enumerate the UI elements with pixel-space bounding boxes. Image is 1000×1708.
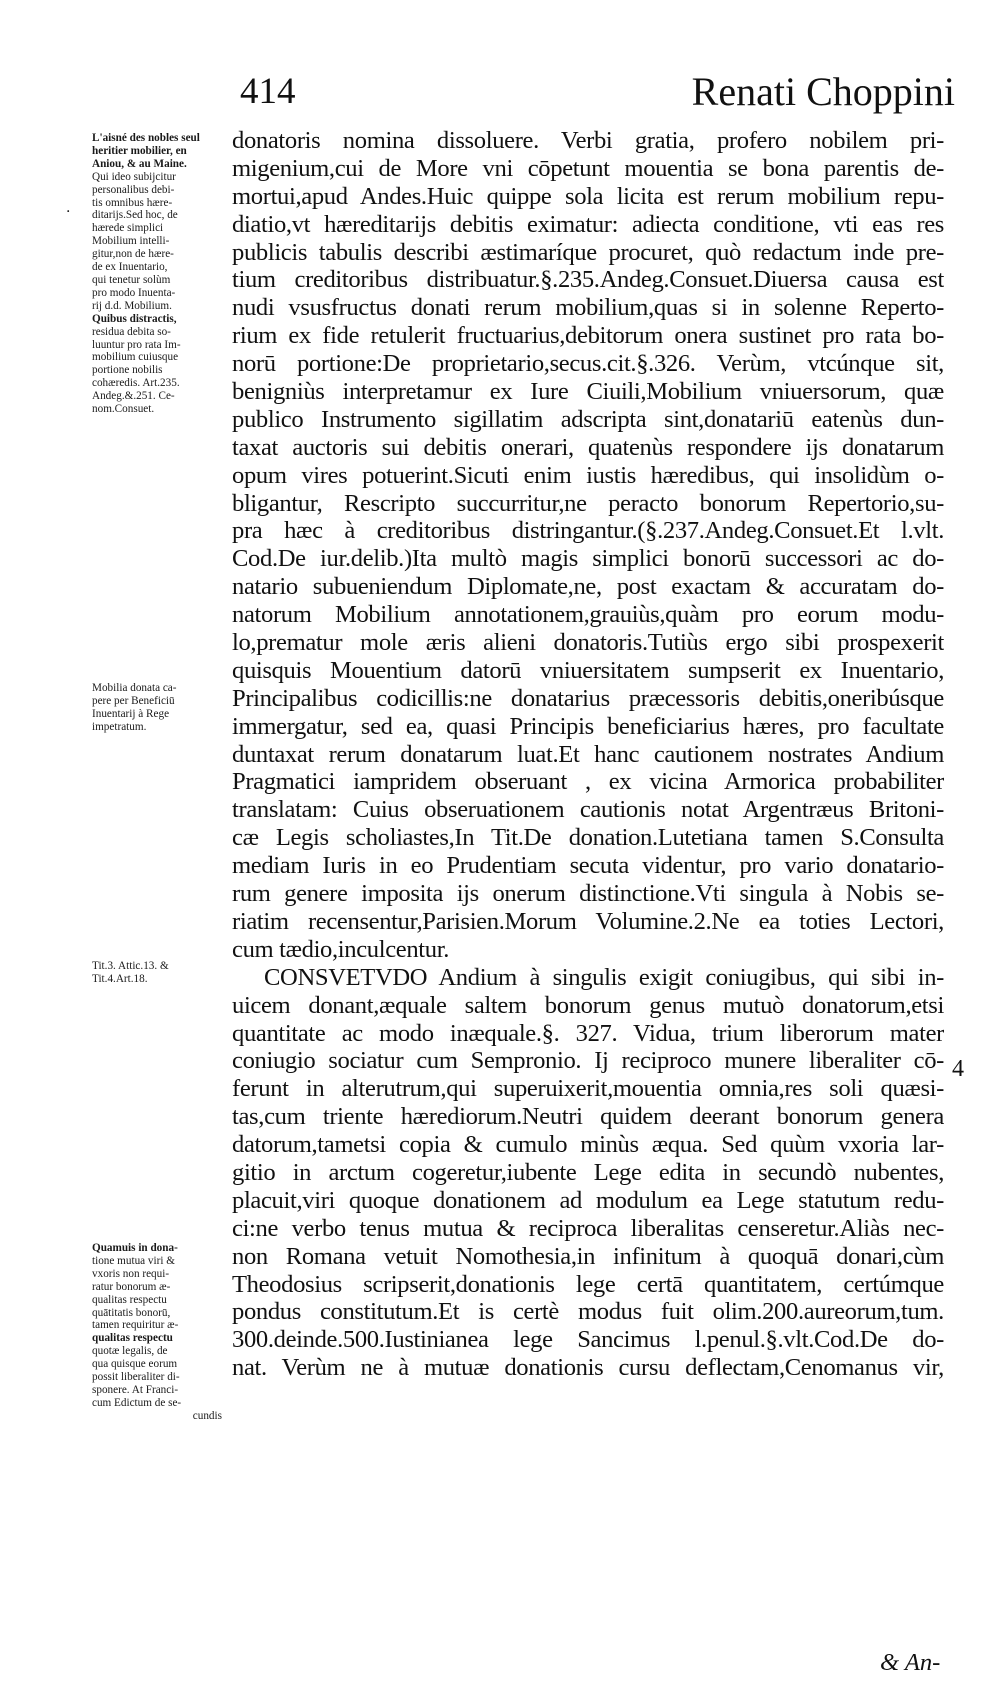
margin-note-line: tione mutua viri & (92, 1254, 175, 1267)
margin-note-line: ditarijs.Sed hoc, de (92, 209, 178, 222)
body-line: Theodosius scripserit,donationis lege certā quantitatem, certúmque (232, 1270, 944, 1298)
margin-bullet: · (66, 204, 71, 220)
body-line: riatim recensentur,Parisien.Morum Volumine.2.Ne ea toties Lectori, (232, 907, 944, 935)
margin-note-line: de ex Inuentario, (92, 261, 168, 274)
margin-note-3 (92, 960, 228, 986)
body-line: coniugio sociatur cum Sempronio. Ij reciproco munere liberaliter cō- (232, 1047, 944, 1075)
body-line: gitio in arctum cogeretur,iubente Lege edita in secundò nubentes, (232, 1158, 944, 1186)
margin-note-line: Quamuis in dona- (92, 1242, 178, 1254)
margin-note-line: luuntur pro rata Im- (92, 338, 181, 351)
margin-note-line: Inuentarij à Rege (92, 707, 170, 720)
body-line: donatoris nomina dissoluere. Verbi gratia, profero nobilem pri- (232, 127, 944, 154)
margin-note-1 (92, 132, 228, 416)
margin-note-line: Tit.4.Art.18. (92, 972, 148, 985)
body-line: quantitate ac modo inæquale.§. 327. Vidua, trium liberorum mater (232, 1019, 944, 1047)
body-line: uicem donant,æquale saltem bonorum genus mutuò donatorum,etsi (232, 991, 944, 1019)
body-line: cum tædio,inculcentur. (232, 935, 450, 963)
body-line: diatio,vt hæreditarijs debitis eximatur: adiecta conditione, vti eas res (232, 210, 944, 238)
body-line: quisquis Mouentium datorū vniuersitatem sumpserit ex Inuentario, (232, 656, 944, 684)
body-line: natorum Mobilium annotationem,grauiùs,quàm pro eorum modu- (232, 601, 944, 629)
body-line: mediam Iuris in eo Prudentiam secuta videntur, pro vario donatario- (232, 852, 944, 880)
margin-note-line: personalibus debi- (92, 183, 175, 196)
body-line: bligantur, Rescripto succurritur,ne peracto bonorum Repertorio,su- (232, 489, 944, 517)
body-line: ferunt in alterutrum,qui superuixerit,mouentia omnia,res soli quæsi- (232, 1075, 944, 1103)
margin-note-line: vxoris non requi- (92, 1267, 170, 1280)
margin-note-line: tamen requiritur æ- (92, 1319, 179, 1332)
margin-note-line: Mobilium intelli- (92, 235, 170, 248)
body-line: nudi vsusfructus donati rerum mobilium,quas si in solenne Reperto- (232, 294, 944, 322)
margin-note-line: Aniou, & au Maine. (92, 157, 187, 170)
margin-note-line: pro modo Inuenta- (92, 286, 176, 299)
margin-note-line: qua quisque eorum (92, 1358, 178, 1371)
margin-note-line: Andeg.&.251. Ce- (92, 390, 175, 403)
margin-note-line: rij d.d. Mobilium. (92, 299, 172, 312)
body-line: non Romana vetuit Nomothesia,in infinitum à quoquā donari,cùm (232, 1242, 944, 1270)
body-line: rium ex fide retulerit fructuarius,debitorum onera sustinet pro rata bo- (232, 322, 944, 350)
body-line: cæ Legis scholiastes,In Tit.De donation.Lutetiana tamen S.Consulta (232, 824, 944, 852)
margin-note-line: cundis (192, 1409, 222, 1422)
body-line: placuit,viri quoque donationem ad modulum ea Lege statutum redu- (232, 1186, 944, 1214)
body-line: mortui,apud Andes.Huic quippe sola licita est rerum mobilium repu- (232, 182, 944, 210)
body-line: datorum,tametsi copia & cumulo minùs æqua. Sed quùm vxoria lar- (232, 1131, 944, 1159)
body-line: 300.deinde.500.Iustinianea lege Sancimus l.penul.§.vlt.Cod.De do- (232, 1326, 944, 1354)
body-line: publico Instrumento sigillatim adscripta sint,donatariū eatenùs dun- (232, 405, 944, 433)
margin-note-line: residua debita so- (92, 325, 171, 338)
margin-note-line: cum Edictum de se- (92, 1396, 182, 1409)
body-line: translatam: Cuius obseruationem cautionis notat Argentræus Britoni- (232, 796, 944, 824)
margin-note-line: qualitas respectu (92, 1332, 173, 1345)
margin-note-line: Quibus distractis, (92, 312, 177, 325)
margin-note-line: nom.Consuet. (92, 403, 155, 416)
body-line: publicis tabulis describi æstimaríque procuret, quò redactum inde pre- (232, 238, 944, 266)
body-line: tas,cum triente hærediorum.Neutri quidem deerant bonorum genera (232, 1103, 944, 1131)
body-line: duntaxat rerum donatarum luat.Et hanc cautionem nostrates Andium (232, 740, 944, 768)
body-text (232, 127, 944, 1382)
margin-note-line: tis omnibus hære- (92, 196, 173, 209)
margin-note-line: portione nobilis (92, 364, 163, 377)
margin-note-4 (92, 1242, 228, 1423)
body-line: taxat auctoris sui debitis onerari, quatenùs respondere ijs donatarum (232, 433, 944, 461)
page-number: 414 (240, 71, 296, 112)
margin-note-line: Tit.3. Attic.13. & (92, 960, 169, 972)
body-line: nat. Verùm ne à mutuæ donationis cursu deflectam,Cenomanus vir, (232, 1354, 944, 1382)
margin-note-line: quotæ legalis, de (92, 1345, 168, 1358)
body-line: immergatur, sed ea, quasi Principis beneficiarius hæres, pro facultate (232, 712, 944, 740)
margin-note-line: Qui ideo subijcitur (92, 170, 176, 183)
body-line: benigniùs interpretamur ex Iure Ciuili,Mobilium vniuersorum, quæ (232, 378, 944, 406)
body-line: Principalibus codicillis:ne donatarius præcessoris debitis,oneribúsque (232, 684, 944, 712)
margin-note-2 (92, 682, 228, 734)
margin-note-line: quātitatis bonorū, (92, 1306, 171, 1319)
margin-note-line: hærede simplici (92, 222, 164, 235)
body-line: opum vires potuerint.Sicuti enim iustis hæredibus, qui insolidùm o- (232, 461, 944, 489)
margin-note-line: Mobilia donata ca- (92, 682, 177, 694)
margin-note-line: qualitas respectu (92, 1293, 167, 1306)
margin-note-line: sponere. At Franci- (92, 1383, 179, 1396)
body-line: norū portione:De proprietario,secus.cit.§.326. Verùm, vtcúnque sit, (232, 350, 944, 378)
margin-note-line: ratur bonorum æ- (92, 1280, 171, 1293)
margin-note-line: impetratum. (92, 720, 147, 733)
body-line: CONSVETVDO Andium à singulis exigit coniugibus, qui sibi in- (264, 963, 944, 991)
page-header (220, 70, 955, 120)
body-line: Cod.De iur.delib.)Ita multò magis simplici bonorū successori ac do- (232, 545, 944, 573)
body-line: pra hæc à creditoribus distringantur.(§.237.Andeg.Consuet.Et l.vlt. (232, 517, 944, 545)
margin-note-line: pere per Beneficiū (92, 694, 175, 707)
margin-note-line: L'aisné des nobles seul (92, 132, 200, 144)
running-head: Renati Choppini (691, 69, 955, 114)
body-line: lo,prematur mole æris alieni donatoris.Tutiùs ergo sibi prospexerit (232, 629, 944, 657)
margin-note-line: heritier mobilier, en (92, 144, 187, 157)
body-line: migenium,cui de More vni cōpetunt mouentia se bona parentis de- (232, 154, 944, 182)
margin-note-line: mobilium cuiusque (92, 351, 179, 364)
margin-note-line: gitur,non de hære- (92, 248, 174, 261)
body-line: natario subueniendum Diplomate,ne, post exactam & accuratam do- (232, 573, 944, 601)
margin-note-line: qui tenetur solùm (92, 273, 171, 286)
paragraph-number: 4 (952, 1056, 964, 1082)
body-line: Pragmatici iampridem obseruant , ex vicina Armorica probabiliter (232, 768, 944, 796)
margin-note-line: cohæredis. Art.235. (92, 377, 180, 390)
body-line: ci:ne verbo tenus mutua & reciproca liberalitas censeretur.Aliàs nec- (232, 1214, 944, 1242)
body-line: pondus constitutum.Et is certè modus fuit olim.200.aureorum,tum. (232, 1298, 944, 1326)
margin-note-line: possit liberaliter di- (92, 1371, 180, 1384)
body-line: tium creditoribus distribuatur.§.235.Andeg.Consuet.Diuersa causa est (232, 266, 944, 294)
catchword: & An- (880, 1649, 941, 1676)
body-line: rum genere imposita ijs onerum distinctione.Vti singula à Nobis se- (232, 880, 944, 908)
